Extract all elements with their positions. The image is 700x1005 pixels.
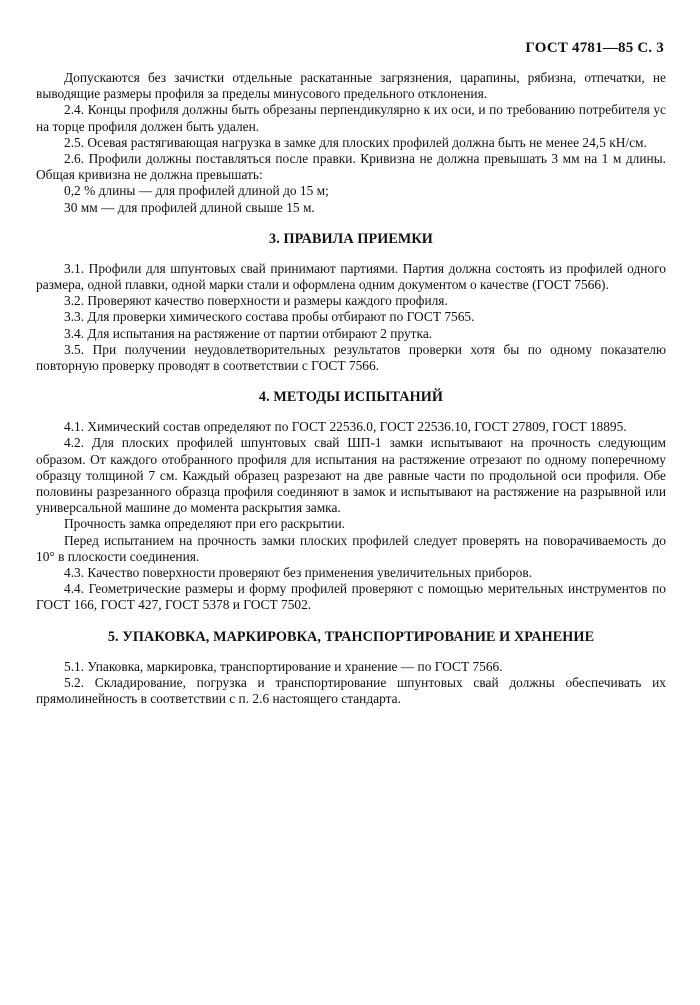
paragraph-3-2: 3.2. Проверяют качество поверхности и размеры каждого профиля. xyxy=(64,293,448,309)
paragraph-2-4: 2.4. Концы профиля должны быть обрезаны перпендикулярно к их оси, и по требованию потребителя ус на торце профиля должен быть удален. xyxy=(36,102,666,134)
paragraph-3-4: 3.4. Для испытания на растяжение от партии отбирают 2 прутка. xyxy=(64,325,433,341)
paragraph-4-4: 4.4. Геометрические размеры и форму профилей проверяют с помощью мерительных инструментов по ГОСТ 166, ГОСТ 427, ГОСТ 5378 и ГОСТ 7502. xyxy=(36,581,666,613)
paragraph-surface-defects: Допускаются без зачистки отдельные раскатанные загрязнения, царапины, рябизна, отпечатки, не выводящие размеры профиля за пределы минусового предельного отклонения. xyxy=(36,70,666,102)
page-header: ГОСТ 4781—85 С. 3 xyxy=(525,40,664,56)
paragraph-2-6: 2.6. Профили должны поставляться после правки. Кривизна не должна превышать 3 мм на 1 м длины. Общая кривизна не должна превышать: xyxy=(36,151,666,183)
paragraph-3-1: 3.1. Профили для шпунтовых свай принимают партиями. Партия должна состоять из профилей одного размера, одной плавки, одной марки стали и оформлена одним документом о качестве (ГОСТ 7566). xyxy=(36,260,666,293)
paragraph-3-3: 3.3. Для проверки химического состава пробы отбирают по ГОСТ 7565. xyxy=(64,309,475,325)
paragraph-4-2: 4.2. Для плоских профилей шпунтовых свай ШП-1 замки испытывают на прочность следующим образом. От каждого отобранного профиля для испытания на растяжение отрезают по одному поперечному образцу толщиной 7 см. Каждый образец разрезают на две равные части по продольной оси профиля. Обе половины разрезанного образца профиля соединяют в замок и испытывают на растяжение на разрывной или универсальной машине до момента раскрытия замка. xyxy=(36,435,666,516)
section-heading-3: 3. ПРАВИЛА ПРИЕМКИ xyxy=(269,230,433,247)
paragraph-3-5: 3.5. При получении неудовлетворительных результатов проверки хотя бы по одному показателю повторную проверку проводят в соответствии с ГОСТ 7566. xyxy=(36,341,666,374)
paragraph-4-1: 4.1. Химический состав определяют по ГОСТ 22536.0, ГОСТ 22536.10, ГОСТ 27809, ГОСТ 18895. xyxy=(64,419,627,435)
paragraph-curvature-1: 0,2 % длины — для профилей длиной до 15 м; xyxy=(64,183,329,199)
section-heading-4: 4. МЕТОДЫ ИСПЫТАНИЙ xyxy=(258,389,444,406)
paragraph-5-2: 5.2. Складирование, погрузка и транспортирование шпунтовых свай должны обеспечивать их прямолинейность в соответствии с п. 2.6 настоящего стандарта. xyxy=(36,674,666,707)
paragraph-2-5: 2.5. Осевая растягивающая нагрузка в замке для плоских профилей должна быть не менее 24,5 кН/см. xyxy=(64,134,647,150)
paragraph-lock-strength: Прочность замка определяют при его раскрытии. xyxy=(64,516,345,532)
paragraph-4-3: 4.3. Качество поверхности проверяют без применения увеличительных приборов. xyxy=(64,565,533,581)
section-heading-5: 5. УПАКОВКА, МАРКИРОВКА, ТРАНСПОРТИРОВАНИЕ И ХРАНЕНИЕ xyxy=(107,628,595,645)
paragraph-curvature-2: 30 мм — для профилей длиной свыше 15 м. xyxy=(64,199,315,215)
paragraph-5-1: 5.1. Упаковка, маркировка, транспортирование и хранение — по ГОСТ 7566. xyxy=(64,658,503,674)
document-body xyxy=(36,70,666,707)
paragraph-rotation-check: Перед испытанием на прочность замки плоских профилей следует проверять на поворачиваемость до 10° в плоскости соединения. xyxy=(36,532,666,564)
